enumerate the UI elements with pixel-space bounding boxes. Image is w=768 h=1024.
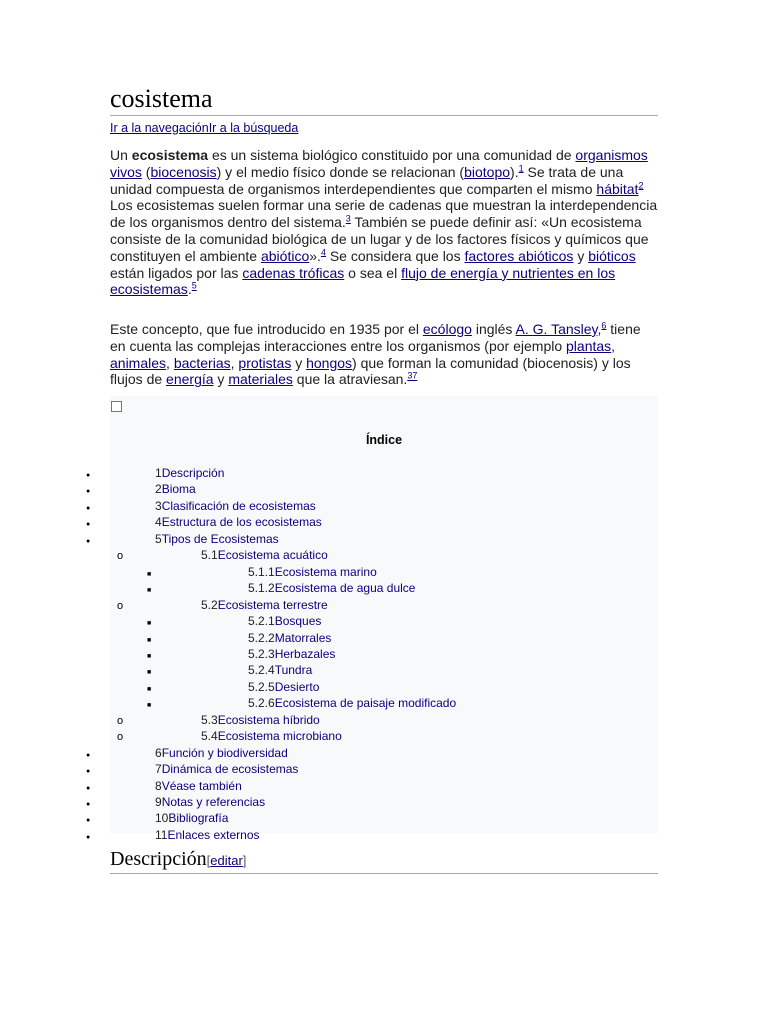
toc-item[interactable]: [155, 762, 298, 776]
toc-bullet: ●: [86, 833, 91, 841]
toc-bullet: ■: [147, 685, 152, 693]
toc-item[interactable]: [248, 647, 335, 661]
link-factores-abioticos[interactable]: factores abióticos: [464, 247, 574, 264]
ref-37[interactable]: 37: [407, 370, 418, 381]
ref-4[interactable]: 4: [320, 247, 326, 258]
toc-item[interactable]: [155, 746, 288, 760]
link-protistas[interactable]: protistas: [238, 354, 292, 371]
toc-bullet: ■: [147, 587, 152, 595]
toc-item-number: 5.2.6: [248, 696, 275, 711]
link-flujo-energia[interactable]: flujo de energía y nutrientes en los ecosistemas: [110, 264, 616, 298]
toc-item-label[interactable]: Desierto: [274, 679, 320, 694]
section-heading-descripcion: Descripción[editar]: [110, 848, 247, 870]
toc-item-number: 5.2.5: [248, 679, 275, 694]
link-bioticos[interactable]: bióticos: [588, 247, 636, 264]
link-hongos[interactable]: hongos: [306, 354, 353, 371]
toc-item[interactable]: [155, 828, 260, 842]
toc-item-label[interactable]: Bibliografía: [168, 811, 229, 826]
section-divider: [110, 873, 658, 874]
toc-item-number: 5.1.2: [248, 581, 275, 596]
toc-bullet: ●: [86, 817, 91, 825]
link-organismos-vivos[interactable]: organismos vivos: [110, 147, 648, 180]
intro-paragraph: Un ecosistema es un sistema biológico constituido por una comunidad de organismos vivos (biocenosis) y el medio físico donde se relacionan (biotopo).$^1$ Se trata de una unidad compuesta de organismos interdependientes que comparten el mismo hábitat$^2$ Los ecosistemas suelen formar una serie de cadenas que muestran la interdependencia de los organismos dentro del sistema.$^3$ También se puede definir así: «Un ecosistema consiste de la comunidad biológica de un lugar y de los factores físicos y químicos que constituyen el ambiente abiótico».$^4$ Se considera que los factores abióticos y bióticos están ligados por las cadenas tróficas o sea el flujo de energía y nutrientes en los ecosistemas.$^5$: [110, 147, 658, 298]
toc-bullet: o: [117, 731, 124, 744]
toc-item-number: 9: [155, 795, 162, 809]
toc-item-label[interactable]: Tipos de Ecosistemas: [161, 531, 279, 546]
toc-bullet: ●: [86, 521, 91, 529]
ref-3[interactable]: 3: [345, 213, 351, 224]
toc-item-number: 11: [155, 827, 168, 842]
toc-item-label[interactable]: Ecosistema terrestre: [217, 597, 328, 612]
toc-item-label[interactable]: Ecosistema acuático: [217, 548, 328, 563]
toc-item-number: 5.2: [201, 597, 218, 612]
edit-section-link-wrapper: [editar]: [206, 853, 247, 868]
toc-item-label[interactable]: Véase también: [161, 778, 242, 793]
toc-bullet: ●: [86, 488, 91, 496]
toc-bullet: ■: [147, 570, 152, 578]
toc-item-label[interactable]: Bosques: [274, 614, 322, 629]
link-energia[interactable]: energía: [166, 371, 214, 388]
toc-item-label[interactable]: Bioma: [161, 482, 196, 497]
toc-bullet: ●: [86, 784, 91, 792]
toc-bullet: ■: [147, 620, 152, 628]
link-animales[interactable]: animales: [110, 354, 167, 371]
toc-item-label[interactable]: Ecosistema de agua dulce: [274, 581, 416, 596]
toc-item-label[interactable]: Clasificación de ecosistemas: [161, 498, 316, 513]
toc-item-number: 5: [155, 531, 162, 546]
link-bacterias[interactable]: bacterias: [173, 354, 231, 371]
link-tansley[interactable]: A. G. Tansley: [515, 321, 598, 337]
toc-item-label[interactable]: Enlaces externos: [167, 827, 260, 842]
toc-item[interactable]: [248, 680, 319, 694]
toc-item[interactable]: [155, 532, 279, 546]
edit-section-link[interactable]: editar: [210, 853, 243, 868]
toc-item-label[interactable]: Herbazales: [274, 646, 336, 661]
link-habitat[interactable]: hábitat: [596, 180, 639, 197]
toc-item-number: 5.2.1: [248, 614, 275, 629]
toc-bullet: ●: [86, 537, 91, 545]
toc-item[interactable]: [248, 663, 312, 677]
toc-bullet: o: [117, 550, 124, 563]
toc-bullet: ■: [147, 636, 152, 644]
toc-item[interactable]: [201, 729, 342, 743]
ref-1[interactable]: 1: [518, 163, 524, 174]
toc-item[interactable]: [248, 565, 377, 579]
link-abiotico[interactable]: abiótico: [260, 247, 310, 264]
ref-5[interactable]: 5: [191, 280, 197, 291]
toc-item-number: 1: [155, 466, 162, 480]
toc-bullet: ■: [147, 702, 152, 710]
toc-item-label[interactable]: Ecosistema marino: [274, 564, 377, 579]
toc-title: Índice: [365, 433, 403, 447]
link-plantas[interactable]: plantas: [566, 337, 612, 354]
toc-item[interactable]: [248, 631, 331, 645]
link-ecologo[interactable]: ecólogo: [422, 321, 472, 337]
toc-item-number: 5.2.2: [248, 630, 275, 645]
toc-item[interactable]: [155, 811, 228, 825]
toc-item[interactable]: [155, 515, 322, 529]
toc-bullet: ■: [147, 652, 152, 660]
link-biotopo[interactable]: biotopo: [464, 163, 511, 180]
toc-item-number: 5.1: [201, 548, 218, 563]
toc-item-label[interactable]: Matorrales: [274, 630, 332, 645]
toc-bullet: o: [117, 714, 124, 727]
toc-item[interactable]: [248, 614, 321, 628]
toc-item-number: 2: [155, 482, 162, 497]
toc-bullet: ●: [86, 504, 91, 512]
toc-item-number: 7: [155, 762, 162, 777]
toc-item-number: 8: [155, 778, 162, 793]
link-cadenas-troficas[interactable]: cadenas tróficas: [242, 264, 345, 281]
page-title: cosistema: [110, 84, 213, 113]
toc-item-number: 5.3: [201, 712, 218, 727]
toc-item[interactable]: [155, 482, 196, 496]
toc-item-number: 5.4: [201, 729, 218, 744]
term-ecosistema: ecosistema: [131, 147, 209, 163]
toc-item[interactable]: [248, 581, 415, 595]
skip-links: [110, 121, 298, 135]
toc-item-number: 4: [155, 515, 162, 530]
toc-item-label[interactable]: Dinámica de ecosistemas: [161, 762, 299, 777]
toc-item[interactable]: [248, 696, 456, 710]
toc-bullet: ■: [147, 669, 152, 677]
toc-item-label[interactable]: Ecosistema microbiano: [217, 729, 342, 744]
toc-item-label[interactable]: Notas y referencias: [161, 795, 266, 809]
skip-to-search-link[interactable]: Ir a la búsqueda: [208, 121, 299, 135]
link-materiales[interactable]: materiales: [228, 371, 293, 388]
toc-item-label[interactable]: Descripción: [161, 466, 225, 480]
ref-2[interactable]: 2: [638, 179, 644, 190]
toc-item-number: 10: [155, 811, 169, 826]
toc-item[interactable]: [201, 548, 328, 562]
toc-item[interactable]: [155, 779, 242, 793]
toc-item-number: 5.2.4: [248, 663, 275, 678]
link-biocenosis[interactable]: biocenosis: [150, 163, 217, 180]
toc-item[interactable]: [201, 713, 320, 727]
toc-item-label[interactable]: Ecosistema híbrido: [217, 712, 320, 727]
concept-paragraph: Este concepto, que fue introducido en 1935 por el ecólogo inglés A. G. Tansley,$^6$ tiene en cuenta las complejas interacciones entre los organismos (por ejemplo plantas, animales, bacterias, protistas y hongos) que forman la comunidad (biocenosis) y los flujos de energía y materiales que la atraviesan.$^{37}$: [110, 320, 641, 388]
toc-item-number: 6: [155, 745, 162, 760]
toc-item-label[interactable]: Función y biodiversidad: [161, 745, 288, 760]
toc-bullet: ●: [86, 801, 91, 808]
toc-bullet: ●: [86, 751, 91, 759]
toc-item-number: 5.2.3: [248, 646, 275, 661]
toc-item[interactable]: [155, 499, 316, 513]
toc-bullet: o: [117, 599, 124, 612]
toc-item-label[interactable]: Estructura de los ecosistemas: [161, 515, 322, 530]
toc-item[interactable]: [155, 795, 265, 809]
ref-6[interactable]: 6: [601, 320, 607, 331]
toc-item-number: 5.1.1: [248, 564, 275, 579]
skip-to-navigation-link[interactable]: Ir a la navegación: [110, 121, 209, 135]
toc-toggle-checkbox[interactable]: [111, 401, 122, 412]
toc-item-label[interactable]: Ecosistema de paisaje modificado: [274, 696, 457, 711]
title-divider: [110, 115, 658, 116]
toc-item[interactable]: [201, 598, 328, 612]
toc-bullet: ●: [86, 768, 91, 776]
toc-item-label[interactable]: Tundra: [274, 663, 313, 678]
toc-item-number: 3: [155, 498, 162, 513]
toc-bullet: ●: [86, 472, 91, 479]
toc-item[interactable]: [155, 466, 224, 480]
